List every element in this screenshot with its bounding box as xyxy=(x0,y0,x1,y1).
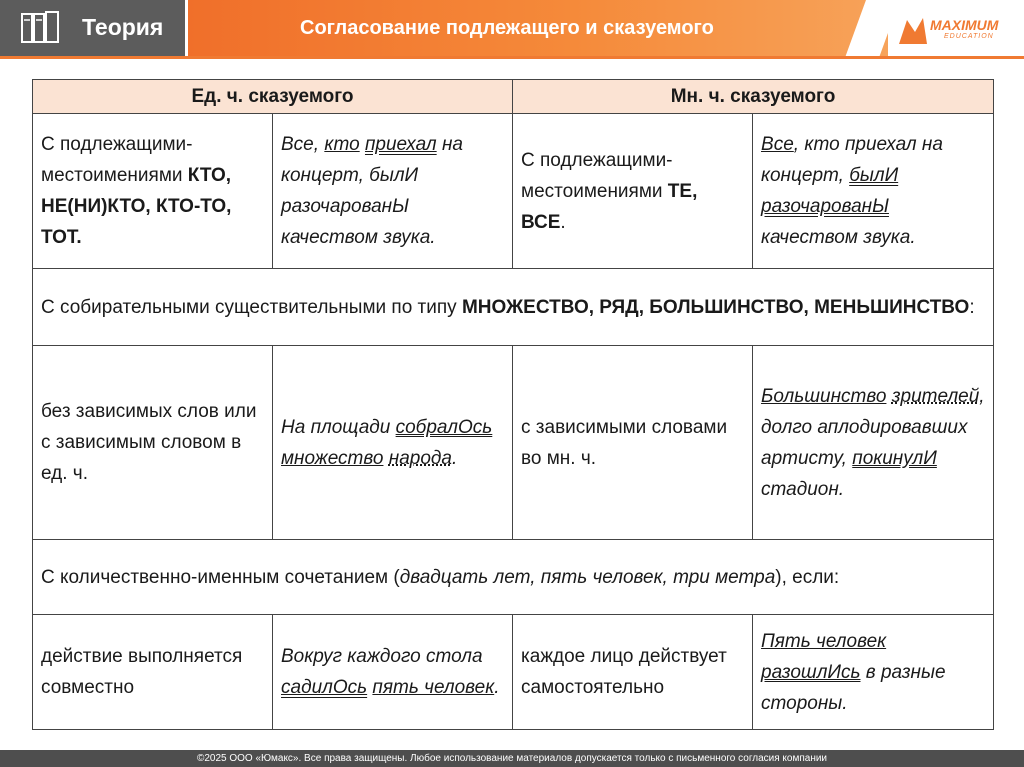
table-row-pronouns xyxy=(33,114,994,269)
rule-collective-singular: без зависимых слов или с зависимым словом в ед. ч. xyxy=(33,346,273,540)
rule-quantitative: С количественно-именным сочетанием (двадцать лет, пять человек, три метра), если: xyxy=(33,540,994,615)
example-collective-plural: Большинство зрителей, долго аплодировавших артисту, покинулИ стадион. xyxy=(753,346,994,540)
rule-pronouns-singular: С подлежащими-местоимениями КТО, НЕ(НИ)КТО, КТО-ТО, ТОТ. xyxy=(33,114,273,269)
rule-quantitative-singular: действие выполняется совместно xyxy=(33,615,273,730)
agreement-table xyxy=(32,79,994,730)
logo-text: MAXIMUM xyxy=(930,17,999,33)
table-row-collective-examples xyxy=(33,346,994,540)
table-row-quantitative-rule xyxy=(33,540,994,615)
section-title: Теория xyxy=(82,14,164,40)
page-title: Согласование подлежащего и сказуемого xyxy=(300,17,714,39)
footer-copyright: ©2025 ООО «Юмакс». Все права защищены. Любое использование материалов допускается только с письменного согласия компании xyxy=(0,750,1024,767)
book-icon xyxy=(20,10,64,46)
example-collective-singular: На площади собралОсь множество народа. xyxy=(273,346,513,540)
table-header-row xyxy=(33,80,994,114)
rule-quantitative-plural: каждое лицо действует самостоятельно xyxy=(513,615,753,730)
table-row-quantitative-examples xyxy=(33,615,994,730)
rule-pronouns-plural: С подлежащими-местоимениями ТЕ, ВСЕ. xyxy=(513,114,753,269)
column-header-singular: Ед. ч. сказуемого xyxy=(33,80,513,114)
table-row-collective-rule xyxy=(33,269,994,346)
column-header-plural: Мн. ч. сказуемого xyxy=(513,80,994,114)
header-section-block xyxy=(0,0,185,56)
header xyxy=(0,0,1024,58)
example-pronouns-plural: Все, кто приехал на концерт, былИ разочарованЫ качеством звука. xyxy=(753,114,994,269)
example-quantitative-plural: Пять человек разошлИсь в разные стороны. xyxy=(753,615,994,730)
rule-collective-plural: с зависимыми словами во мн. ч. xyxy=(513,346,753,540)
rule-collective: С собирательными существительными по типу МНОЖЕСТВО, РЯД, БОЛЬШИНСТВО, МЕНЬШИНСТВО: xyxy=(33,269,994,346)
logo-subtext: EDUCATION xyxy=(944,33,994,40)
example-quantitative-singular: Вокруг каждого стола садилОсь пять человек. xyxy=(273,615,513,730)
example-pronouns-singular: Все, кто приехал на концерт, былИ разочарованЫ качеством звука. xyxy=(273,114,513,269)
